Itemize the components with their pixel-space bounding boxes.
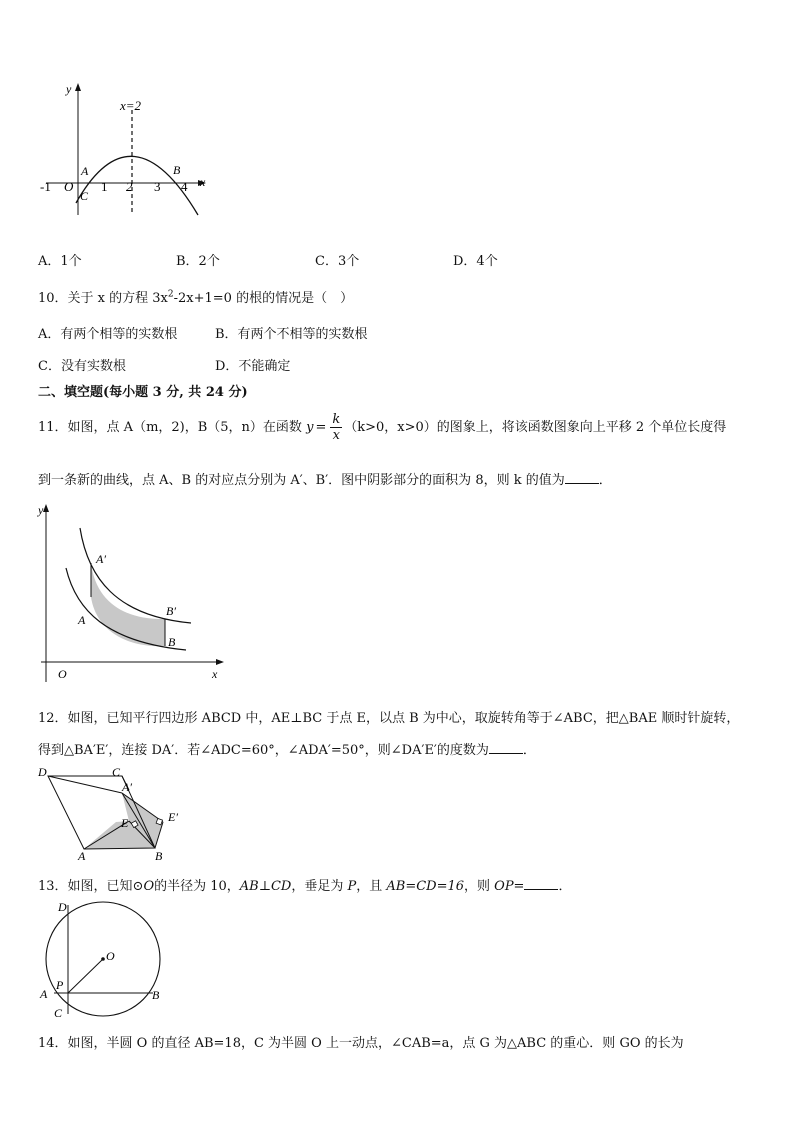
tick-label-4: 4 (181, 179, 188, 194)
tick-label-1: 1 (101, 179, 108, 194)
q10-option-d: D．不能确定 (215, 359, 291, 374)
q13-center-o: O (143, 879, 155, 894)
q13-mid-2: ，垂足为 (291, 879, 348, 894)
point-a-prime-label: A′ (122, 780, 132, 794)
point-b-label: B (173, 163, 181, 177)
point-b-label: B (168, 635, 176, 649)
q11-answer-blank (565, 471, 599, 484)
q9-option-b: B．2个 (176, 254, 220, 269)
q10-stem-post: -2x+1=0 的根的情况是（ ） (173, 291, 354, 306)
point-e-label: E (121, 816, 129, 830)
q11-line2-pre: 到一条新的曲线，点 A、B 的对应点分别为 A′、B′．图中阴影部分的面积为 8，则 k 的值为 (38, 473, 565, 488)
q11-fraction-numerator: k (332, 412, 341, 427)
x-axis-label: x (212, 667, 218, 681)
q12-answer-blank (489, 741, 523, 754)
point-b-label: B (152, 988, 160, 1002)
q12-line2-post: ． (522, 743, 536, 758)
q11-line-2 (38, 469, 612, 488)
q9-option-d: D．4个 (453, 254, 498, 269)
q13-stem (38, 875, 571, 894)
point-o-label: O (106, 949, 115, 963)
q11-line1-pre: 11．如图，点 A（m，2)，B（5，n）在函数 (38, 420, 302, 435)
q13-mid-4: ，则 (464, 879, 495, 894)
q9-option-c: C．3个 (315, 254, 360, 269)
section-2-title: 二、填空题(每小题 3 分, 共 24 分) (38, 385, 248, 400)
q11-line-1: 11．如图，点 A（m，2)，B（5，n）在函数 y = $\frac{k}{x}$ （k>0，x>0）的图象上，将该函数图象向上平移 2 个单位长度得 (38, 412, 727, 443)
point-a-prime-label: A′ (96, 552, 106, 566)
origin-label: O (58, 667, 67, 681)
q12-line-1: 12．如图，已知平行四边形 ABCD 中，AE⊥BC 于点 E，以点 B 为中心，取旋转角等于∠ABC，把△BAE 顺时针旋转， (38, 711, 740, 726)
q13-ab-perp-cd: AB⊥CD (239, 879, 292, 894)
q13-mid-3: ，且 (356, 879, 387, 894)
q9-option-a: A．1个 (38, 254, 82, 269)
point-d-label: D (38, 765, 47, 779)
point-a-label: A (78, 613, 86, 627)
tick-label-2: 2 (126, 179, 133, 194)
origin-label: O (64, 179, 74, 194)
q11-function-y: y (306, 420, 314, 435)
point-b-label: B (155, 849, 163, 863)
point-c-label: C (54, 1006, 63, 1020)
y-axis-label: y (66, 82, 72, 96)
q11-line2-post: ． (598, 473, 612, 488)
q10-option-a: A．有两个相等的实数根 (38, 327, 178, 342)
q10-stem (38, 287, 353, 306)
q13-pre: 13．如图，已知⊙ (38, 879, 144, 894)
q10-option-b: B．有两个不相等的实数根 (215, 327, 368, 342)
q12-line2-pre: 得到△BA′E′，连接 DA′．若∠ADC=60°，∠ADA′=50°，则∠DA′E′的度数为 (38, 743, 489, 758)
q9-parabola-figure (38, 80, 213, 220)
point-e-prime-label: E′ (168, 810, 178, 824)
point-b-prime-label: B′ (166, 604, 176, 618)
q11-fraction-denominator: x (332, 428, 340, 443)
point-c-label: C (112, 765, 121, 779)
point-p-label: P (56, 978, 64, 992)
q13-mid-1: 的半径为 10， (154, 879, 240, 894)
point-d-label: D (58, 900, 67, 914)
q13-circle-figure (36, 897, 171, 1023)
q13-foot-p: P (347, 879, 357, 894)
tick-label-3: 3 (154, 179, 161, 194)
point-c-label: C (80, 189, 89, 203)
point-a-label: A (81, 164, 89, 178)
y-axis-label: y (38, 503, 44, 517)
q12-parallelogram-figure (36, 764, 196, 864)
q10-stem-pre: 10．关于 x 的方程 3x (38, 291, 168, 306)
q13-answer-blank (524, 877, 558, 890)
tick-label-neg1: -1 (40, 179, 51, 194)
q13-op: OP= (494, 879, 525, 894)
q10-option-c: C．没有实数根 (38, 359, 126, 374)
q12-line-2 (38, 739, 536, 758)
q13-post: ． (558, 879, 572, 894)
q11-fraction (330, 413, 342, 442)
symmetry-axis-label: x=2 (120, 98, 142, 113)
q14-stem: 14．如图，半圆 O 的直径 AB=18，C 为半圆 O 上一动点，∠CAB=a，点 G 为△ABC 的重心．则 GO 的长为 (38, 1036, 684, 1051)
x-axis-label: x (200, 175, 206, 189)
q11-line1-post: （k>0，x>0）的图象上，将该函数图象向上平移 2 个单位长度得 (344, 420, 727, 435)
point-a-label: A (40, 987, 48, 1001)
q11-hyperbola-figure (36, 500, 236, 686)
q13-equation: AB=CD=16 (386, 879, 465, 894)
q10-stem-exponent: 2 (167, 289, 174, 300)
point-a-label: A (78, 849, 86, 863)
